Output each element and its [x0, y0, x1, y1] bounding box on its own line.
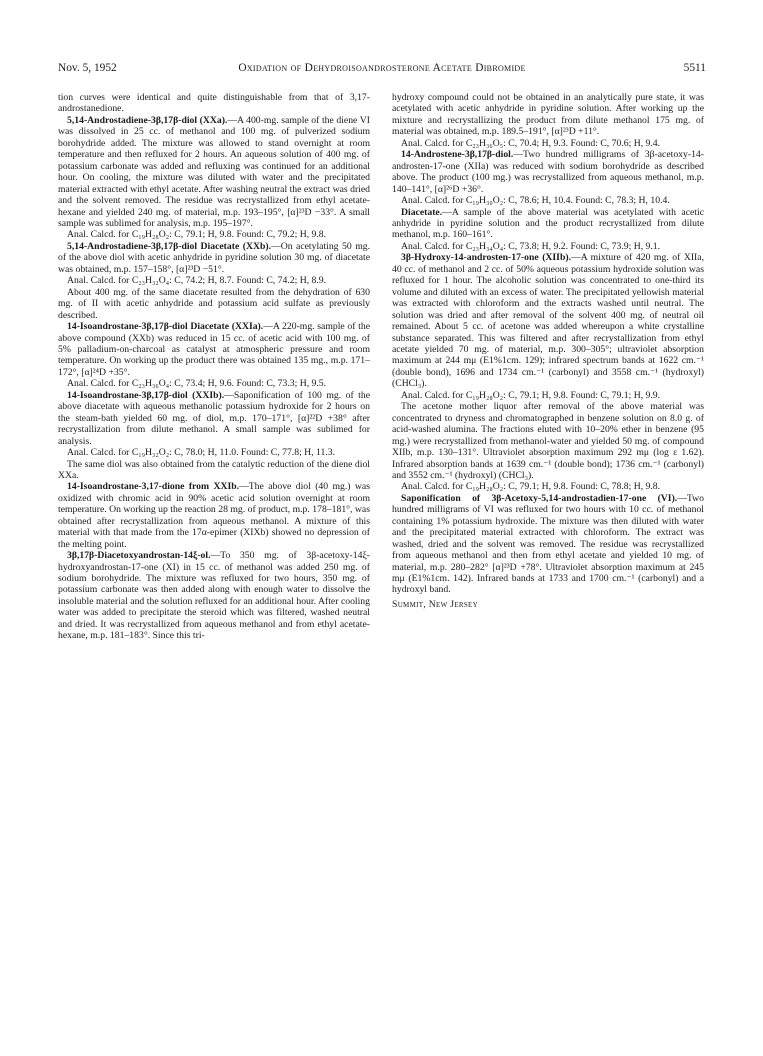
paragraph	[58, 287, 370, 321]
paragraph-text: Anal. Calcd. for C₂₃H₃₆O₅: C, 70.4; H, 9.3. Found: C, 70.6; H, 9.4.	[401, 137, 661, 149]
page-number: 5511	[683, 62, 706, 74]
paragraph-text: Summit, New Jersey	[392, 598, 478, 610]
paragraph	[392, 401, 704, 481]
paragraph-text: Anal. Calcd. for C₁₉H₃₂O₂: C, 78.0; H, 11.0. Found: C, 77.8; H, 11.3.	[67, 447, 336, 459]
paragraph-text: —Two hundred milligrams of VI was refluxed for two hours with 10 cc. of methanol containing 1% potassium hydroxide. The mixture was then diluted with water and the precipitated material extracted with chloroform. The extract was washed, dried and the solvent was removed. The residue was recrystallized from aqueous methanol and then from ethyl acetate and yielded 10 mg. of material, m.p. 280–282° [α]²³D +78°. Ultraviolet absorption maximum at 245 mμ (E1%1cm. 142). Infrared bands at 1733 and 1700 cm.⁻¹ (carbonyl) and a hydroxyl band.	[392, 492, 704, 596]
paragraph	[392, 241, 704, 252]
paragraph-text: —A mixture of 420 mg. of XIIa, 40 cc. of methanol and 2 cc. of 50% aqueous potassium hydroxide solution was refluxed for 1 hour. The alcoholic solution was concentrated to one-third its volume and diluted with an excess of water. The precipitated yellowish material was extracted with chloroform and the extracts washed until neutral. The solution was dried and after removal of the solvent 400 mg. of neutral oil remained. About 5 cc. of acetone was added whereupon a white crystalline substance separated. This was filtered and after recrystallization from ethyl acetate yielded 70 mg. of material, m.p. 300–305°; ultraviolet absorption maximum at 244 mμ (E1%1cm. 129); infrared spectrum bands at 1622 cm.⁻¹ (double bond), 1696 and 1734 cm.⁻¹ (carbonyl) and 3558 cm.⁻¹ (hydroxyl) (CHCl₃).	[392, 252, 705, 390]
paragraph	[58, 241, 370, 275]
paragraph-text: Anal. Calcd. for C₁₉H₂₈O₂: C, 79.1; H, 9.8. Found: C, 78.8; H, 9.8.	[401, 481, 661, 493]
paragraph	[58, 92, 370, 115]
paragraph-text: The same diol was also obtained from the catalytic reduction of the diene diol XXa.	[58, 458, 370, 481]
paragraph	[58, 550, 370, 642]
right-column	[392, 92, 704, 610]
paragraph-text: Anal. Calcd. for C₂₃H₃₄O₄: C, 73.8; H, 9.2. Found: C, 73.9; H, 9.1.	[401, 240, 661, 252]
paragraph-text: —Saponification of 100 mg. of the above diacetate with aqueous methanolic potassium hydroxide for 2 hours on the steam-bath yielded 60 mg. of diol, m.p. 170–171°, [α]²²D +38° after recrystallization from dilute methanol. A small sample was sublimed for analysis.	[58, 389, 370, 447]
paragraph	[392, 138, 704, 149]
section-heading: 14-Isoandrostane-3β,17β-diol Diacetate (XXIa).	[67, 321, 264, 333]
section-heading: 3β,17β-Diacetoxyandrostan-14ξ-ol.	[67, 550, 211, 562]
paragraph	[58, 390, 370, 447]
paragraph	[58, 275, 370, 286]
section-heading: 14-Isoandrostane-3,17-dione from XXIb.	[67, 481, 240, 493]
left-column	[58, 92, 370, 642]
paragraph	[392, 207, 704, 241]
paragraph-text: —To 350 mg. of 3β-acetoxy-14ξ-hydroxyandrostan-17-one (XI) in 15 cc. of methanol was added 250 mg. of sodium borohydride. The mixture was refluxed for two hours, 350 mg. of potassium carbonate was then added along with enough water to dissolve the insoluble material and the solution refluxed for an additional hour. After cooling water was added to precipitate the steroid which was filtered, washed neutral and dried. It was recrystallized from aqueous methanol and from ethyl acetate-hexane, m.p. 181–183°. Since this tri-	[58, 550, 370, 642]
running-title: Oxidation of Dehydroisoandrosterone Acetate Dibromide	[238, 62, 526, 74]
paragraph-text: Anal. Calcd. for C₁₉H₃₀O₂: C, 78.6; H, 10.4. Found: C, 78.3; H, 10.4.	[401, 195, 670, 207]
section-heading: 14-Isoandrostane-3β,17β-diol (XXIb).	[67, 389, 225, 401]
paragraph	[392, 252, 704, 389]
paragraph	[58, 321, 370, 378]
paragraph	[58, 378, 370, 389]
paragraph	[392, 149, 704, 195]
paragraph-text: Anal. Calcd. for C₁₉H₂₈O₂: C, 79.1; H, 9.8. Found: C, 79.1; H, 9.9.	[401, 389, 661, 401]
paragraph-text: The acetone mother liquor after removal of the above material was concentrated to dryness and chromatographed in benzene solution on 8.0 g. of acid-washed alumina. The fractions eluted with 10–20% ether in benzene (95 mg.) were recrystallized from methanol-water and yielded 50 mg. of compound XIIb, m.p. 130–131°. Ultraviolet absorption maximum 292 mμ (log ε 1.62). Infrared absorption bands at 1639 cm.⁻¹ (double bond); 1736 cm.⁻¹ (carbonyl) and 3552 cm.⁻¹ (hydroxyl) (CHCl₃).	[392, 401, 704, 481]
paragraph	[58, 229, 370, 240]
paragraph	[392, 481, 704, 492]
paragraph	[392, 493, 704, 596]
issue-date: Nov. 5, 1952	[58, 62, 117, 74]
paragraph	[58, 481, 370, 550]
paragraph-text: —A 400-mg. sample of the diene VI was dissolved in 25 cc. of methanol and 100 mg. of pulverized sodium borohydride added. The mixture was allowed to stand overnight at room temperature and then refluxed for 2 hours. An aqueous solution of 400 mg. of potassium carbonate was added and refluxing was continued for an additional hour. On cooling, the mixture was diluted with water and the precipitated material extracted with ethyl acetate. After washing neutral the extract was dried and the solvent removed. The residue was recrystallized from ethyl acetate-hexane and yielded 240 mg. of material, m.p. 193–195°, [α]²³D −33°. A small sample was sublimed for analysis, m.p. 195–197°.	[58, 114, 371, 229]
section-heading: Saponification of 3β-Acetoxy-5,14-androstadien-17-one (VI).	[401, 492, 678, 504]
paragraph-text: About 400 mg. of the same diacetate resulted from the dehydration of 630 mg. of II with acetic anhydride and potassium acid sulfate as previously described.	[58, 286, 370, 321]
section-heading: 5,14-Androstadiene-3β,17β-diol (XXa).	[67, 114, 228, 126]
paragraph-text: —On acetylating 50 mg. of the above diol with acetic anhydride in pyridine solution 30 mg. of diacetate was obtained, m.p. 157–158°, [α]²³D −51°.	[58, 240, 370, 275]
paragraph	[58, 447, 370, 458]
paragraph-text: —A 220-mg. sample of the above compound (XXb) was reduced in 15 cc. of acetic acid with 100 mg. of 5% palladium-on-charcoal as catalyst at atmospheric pressure and room temperature. On working up the product there was obtained 135 mg., m.p. 171–172°, [α]²⁴D +35°.	[58, 321, 370, 378]
section-heading: 3β-Hydroxy-14-androsten-17-one (XIIb).	[401, 252, 571, 264]
section-heading: 5,14-Androstadiene-3β,17β-diol Diacetate (XXb).	[67, 240, 272, 252]
paragraph	[58, 459, 370, 482]
paragraph	[58, 115, 370, 230]
paragraph-text: Anal. Calcd. for C₁₉H₂₈O₂: C, 79.1; H, 9.8. Found: C, 79.2; H, 9.8.	[67, 229, 327, 241]
paragraph-text: tion curves were identical and quite distinguishable from that of 3,17-androstanedione.	[58, 92, 370, 115]
paragraph-text: hydroxy compound could not be obtained in an analytically pure state, it was acetylated with acetic anhydride in pyridine solution. After working up the mixture and recrystallizing the product from dilute methanol 175 mg. of material was obtained, m.p. 189.5–191°, [α]²³D +11°.	[392, 92, 704, 138]
paragraph-text: —The above diol (40 mg.) was oxidized with chromic acid in 90% acetic acid solution overnight at room temperature. On working up the reaction 28 mg. of product, m.p. 178–181°, was obtained after recrystallization from aqueous methanol. A mixture of this material with that made from the 17α-epimer (XIXb) showed no depression of the melting point.	[58, 481, 370, 550]
section-heading: Diacetate.	[401, 206, 443, 218]
running-head	[58, 60, 706, 76]
paragraph	[392, 390, 704, 401]
paragraph-text: —A sample of the above material was acetylated with acetic anhydride in pyridine solution and the product recrystallized from dilute methanol, m.p. 160–161°.	[392, 206, 704, 241]
paragraph-text: —Two hundred milligrams of 3β-acetoxy-14-androsten-17-one (XIIa) was reduced with sodium borohydride as described above. The product (100 mg.) was recrystallized from aqueous methanol, m.p. 140–141°, [α]²⁶D +36°.	[392, 149, 704, 195]
paragraph-text: Anal. Calcd. for C₂₃H₃₆O₄: C, 73.4; H, 9.6. Found: C, 73.3; H, 9.5.	[67, 378, 327, 390]
author-affiliation	[392, 599, 704, 610]
section-heading: 14-Androstene-3β,17β-diol.	[401, 149, 514, 161]
paragraph-text: Anal. Calcd. for C₂₃H₃₂O₄: C, 74.2; H, 8.7. Found: C, 74.2; H, 8.9.	[67, 275, 327, 287]
paragraph	[392, 92, 704, 138]
paragraph	[392, 195, 704, 206]
